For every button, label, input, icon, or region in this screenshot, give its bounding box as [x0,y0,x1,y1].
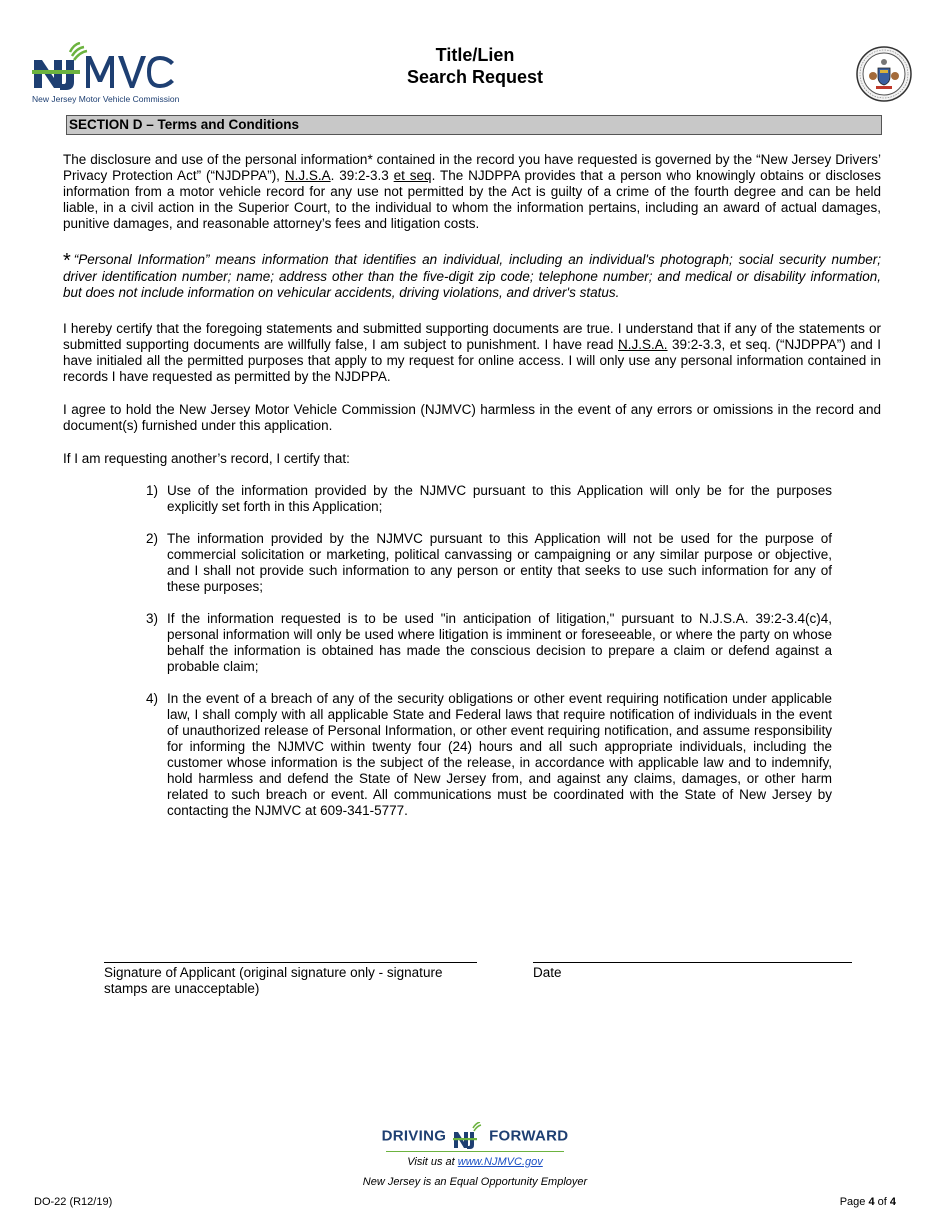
p2-text-b: 39:2-3.3, et seq. (“NJDPPA”) and I have initialed all the permitted purposes that apply to my request for online access. I will only use any personal information contained in records I have requested as permitted by the NJDPPA. [63,337,881,384]
p1-text-c: . The NJDPPA provides that a person who knowingly obtains or discloses information from a motor vehicle record for any use not permitted by the Act is guilty of a crime of the fourth degree and can be held liable, in a civil action in the Superior Court, to the individual to whom the information pertains, including an award of actual damages, punitive damages, and reasonable attorney’s fees and litigation costs. [63,168,882,231]
page-of: of [874,1196,890,1208]
list-item [146,611,832,675]
form-id: DO-22 (R12/19) [34,1196,113,1208]
slogan-driving: DRIVING [381,1127,447,1145]
section-heading: SECTION D – Terms and Conditions [66,115,882,135]
hold-harmless-paragraph: I agree to hold the New Jersey Motor Vehicle Commission (NJMVC) harmless in the event of any errors or omissions in the record and document(s) furnished under this application. [63,402,881,433]
certification-list [146,483,832,835]
list-item [146,531,832,595]
title-line-1: Title/Lien [435,45,515,65]
slogan-forward: FORWARD [489,1127,569,1145]
applicant-signature-label [104,965,484,997]
list-item-number: 3) [146,611,159,626]
list-item [146,691,832,819]
page-current: 4 [868,1196,875,1208]
visit-us-line [0,1156,950,1168]
logo-subtitle: New Jersey Motor Vehicle Commission [32,94,180,104]
p2-text-a: I hereby certify that the foregoing statements and submitted supporting documents are true. I understand that if any of the statements or submitted supporting documents are willfully false, I am subject to punishment. I have read [63,321,881,352]
signature-label-line-1: Signature of Applicant (original signature only - signature [104,965,443,980]
page-title [0,44,950,88]
njmvc-website-link[interactable]: www.NJMVC.gov [457,1156,543,1168]
personal-information-footnote [63,252,881,301]
state-seal-icon [856,46,912,102]
title-line-2: Search Request [406,67,544,87]
list-item-text: In the event of a breach of any of the security obligations or other event requiring notification under applicable law, I shall comply with all applicable State and Federal laws that require notification of individuals in the event of unauthorized release of Personal Information, or other event requiring notification, and assume responsibility for informing the NJMVC within twenty four (24) hours and all such appropriate individuals, including the customer whose information is the subject of the release, in accordance with applicable law and to indemnify, hold harmless and defend the State of New Jersey from, and against any claims, damages, or other harm related to such breach or event. All communications must be coordinated with the State of New Jersey by contacting the NJMVC at 609-341-5777. [167,691,832,818]
visit-prefix: Visit us at [407,1156,458,1168]
p2-njsa: N.J.S.A. [618,337,668,352]
p1-njsa: N.J.S.A [284,168,331,183]
list-item-number: 1) [146,483,159,498]
list-item [146,483,832,515]
p1-et-seq: et seq [393,168,432,183]
disclosure-paragraph [63,152,881,232]
page-number [840,1196,896,1208]
equal-opportunity-statement: New Jersey is an Equal Opportunity Employer [362,1176,588,1188]
list-item-number: 4) [146,691,159,706]
slogan-underline [386,1151,564,1152]
another-record-paragraph: If I am requesting another’s record, I certify that: [63,451,350,466]
signature-label-line-2: stamps are unacceptable) [104,981,260,996]
date-signature-line[interactable] [533,962,852,963]
certification-paragraph [63,321,881,385]
date-label: Date [533,965,562,980]
footnote-star: * [63,250,71,272]
list-item-text: If the information requested is to be used "in anticipation of litigation," pursuant to N.J.S.A. 39:2-3.4(c)4, personal information will only be used where litigation is imminent or foreseeable, or where the party on whose behalf the information is obtained has made the conscious decision to prepare a claim or defend against a probable claim; [167,611,832,674]
page-total: 4 [889,1196,896,1208]
footnote-text: “Personal Information” means information that identifies an individual, including an individual's photograph; social security number; driver identification number; name; address other than the five-digit zip code; telephone number; and medical or disability information, but does not include information on vehicular accidents, driving violations, and driver's status. [63,252,881,300]
page-prefix: Page [839,1196,869,1208]
nj-mark-icon [453,1122,483,1150]
applicant-signature-line[interactable] [104,962,477,963]
p1-text-a: The disclosure and use of the personal information* contained in the record you have requested is governed by the “New Jersey Drivers’ Privacy Protection Act” (“NJDPPA”), [63,152,881,183]
list-item-number: 2) [146,531,159,546]
driving-forward-logo [0,1122,950,1152]
list-item-text: Use of the information provided by the NJMVC pursuant to this Application will only be for the purposes explicitly set forth in this Application; [167,483,832,514]
list-item-text: The information provided by the NJMVC pursuant to this Application will not be used for the purpose of commercial solicitation or marketing, political canvassing or campaigning or any similar purpose or objective, and I shall not provide such information to any person or entity that seeks to use such information for any of these purposes; [167,531,832,594]
p1-text-b: . 39:2-3.3 [330,168,394,183]
